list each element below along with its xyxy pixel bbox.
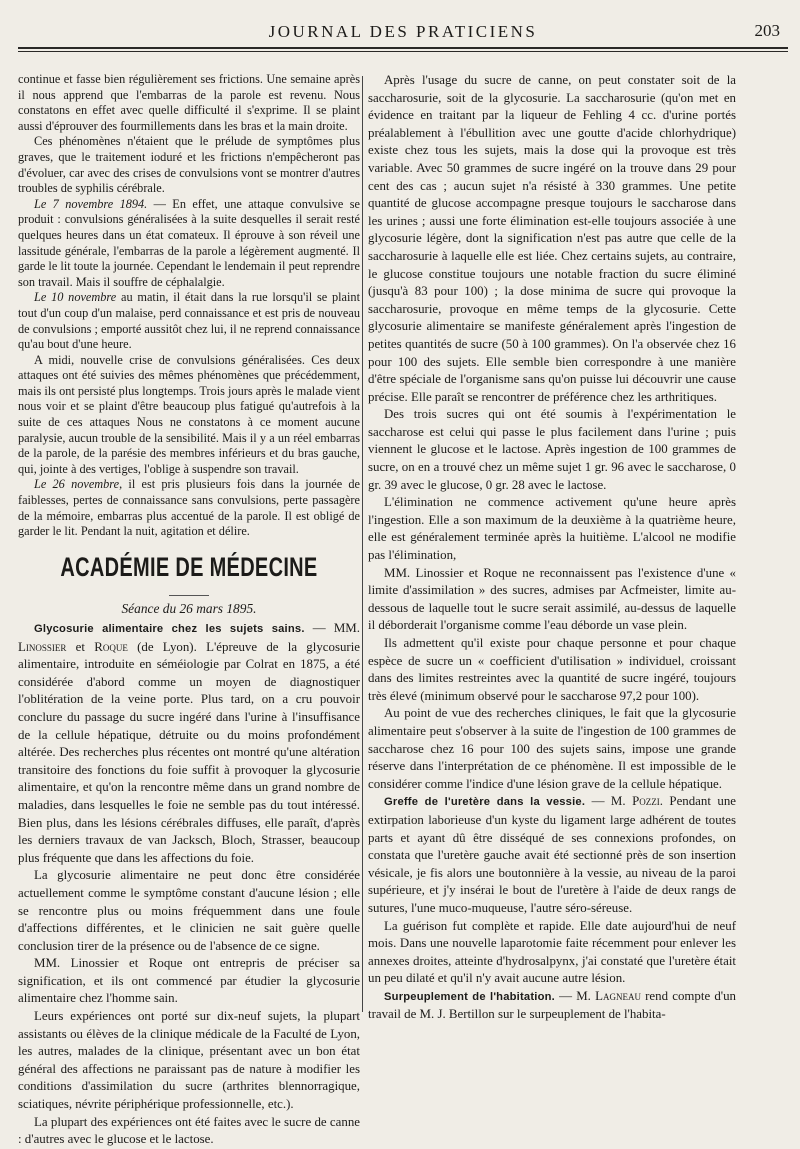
left-column [18,72,360,1149]
paragraph: La guérison fut complète et rapide. Elle date aujourd'hui de neuf mois. Dans une nouvelle laparotomie faite récemment pour enlever les annexes droites, atteinte d'hydrosalpynx, j'ai constaté que l'uretère était un peu dilaté et qu'il n'y avait aucune autre lésion. [368,918,736,986]
paragraph: MM. Linossier et Roque ont entrepris de préciser sa signification, et ils ont commencé par étudier la glycosurie alimentaire chez l'homme sain. [18,956,360,1006]
journal-title: JOURNAL DES PRATICIENS [268,22,538,41]
article-rubric: Greffe de l'uretère dans la vessie. [384,796,586,809]
paragraph-text: au matin, il était dans la rue lorsqu'il se plaint tout d'un coup d'un malaise, perd connaissance et est pris de nouveau de convulsions ; emporté aussitôt chez lui, il ne reprend connaissance qu'au bout d'une heure. [18,290,360,352]
paragraph [18,290,360,352]
paragraph [18,197,360,291]
paragraph [18,353,360,478]
author-name: Roque [94,639,128,654]
header-rule-thin [18,51,788,52]
paragraph: Surpeuplement de l'habitation. — M. Lagneau rend compte d'un travail de M. J. Bertillon sur le surpeuplement de l'habita- [368,988,736,1022]
paragraph-text: Ces phénomènes n'étaient que le prélude de symptômes plus graves, que le traitement ioduré et les frictions n'empêcheront pas d'évoluer, car avec des crises de convulsions vont se montrer d'autres troubles de syphilis cérébrale. [18,134,360,196]
session-date: Séance du 26 mars 1895. [121,601,257,617]
paragraph: L'élimination ne commence activement qu'une heure après l'ingestion. Elle a son maximum de la deuxième à la quatrième heure, elle est généralement terminée après la huitième. L'alcool ne modifie pas l'élimination, [368,495,736,563]
paragraph-text: A midi, nouvelle crise de convulsions généralisées. Ces deux attaques ont été suivies des mêmes phénomènes que précédemment, mais ils ont persisté plus longtemps. Trois jours après le malade vient nous voir et se plaint d'être beaucoup plus fatigué qu'autrefois à la suite de ces attaques Nous ne constatons à ce moment aucune paralysie, aucun trouble de la sensibilité. Mais il y a un réel embarras de la parole, de la parésie des membres inférieurs et du bras gauche, qui, jointe à des vertiges, l'oblige à suspendre son travail. [18,352,360,476]
paragraph: La glycosurie alimentaire ne peut donc être considérée actuellement comme le symptôme constant d'aucune lésion ; elle se rencontre plus ou moins fréquemment dans une foule d'affections différentes, et le clinicien ne sait guère quelle conclusion tirer de la présence ou de l'absence de ce signe. [18,868,360,953]
paragraph: Leurs expériences ont porté sur dix-neuf sujets, la plupart assistants ou élèves de la clinique médicale de la Faculté de Lyon, les autres, malades de la clinique, présentant avec un bon état général des affections ne paraissant pas de nature à modifier les conditions d'assimilation du sucre (arthrites blennorragique, sciatiques, névrite périphérique professionnelle, etc.). [18,1009,360,1112]
section-divider [169,595,209,596]
paragraph-text: rend compte d'un travail de M. J. Bertillon sur le surpeuplement de l'habita- [368,988,736,1022]
paragraph-text: , il est pris plusieurs fois dans la journée de faiblesses, pertes de connaissance sans convulsions, perte passagère de la mémoire, embarras plus accentué de la parole. Il est obligé de garder le lit. Pendant la nuit, agitation et délire. [18,477,361,539]
paragraph: Au point de vue des recherches cliniques, le fait que la glycosurie alimentaire peut s'observer à la suite de l'ingestion de 100 grammes de saccharose chez 16 pour 100 des sujets sains, impose une grande réserve dans l'interprétation de ce phénomène. Il est impossible de le considérer comme l'indice d'une lésion grave de la cellule hépatique. [368,706,736,791]
paragraph [18,134,360,196]
section-title: ACADÉMIE DE MÉDECINE [60,552,318,583]
paragraph: continue et fasse bien régulièrement ses frictions. Une semaine après il nous apprend que l'embarras de la parole est revenu. Nous constatons en effet avec quelle difficulté il s'exprime. Il se plaint aussi d'éprouver des fourmillements dans les bras et la main droite. [18,72,360,133]
date-label: Le 26 novembre [34,477,120,492]
paragraph: La plupart des expériences ont été faites avec le sucre de canne : d'autres avec le glucose et le lactose. [18,1114,360,1147]
date-label: Le 10 novembre [34,290,117,305]
paragraph: Glycosurie alimentaire chez les sujets sains. — MM. Linossier et Roque (de Lyon). L'épreuve de la glycosurie alimentaire, introduite en séméiologie par Colrat en 1875, a été considérée d'abord comme un moyen de diagnostiquer l'oblitération de la veine porte. Plus tard, on a cru pouvoir conclure du passage du sucre ingéré dans l'urine à l'insuffisance de la cellule hépatique, détruite ou du moins profondément altérée. Des recherches plus récentes ont montré qu'une altération transitoire des fonctions du foie suffit à provoquer la glycosurie alimentaire, et qu'on la rencontre même dans un grand nombre de maladies, dans lesquelles le foie ne semble pas du tout intéressé. Bien plus, dans les lésions cérébrales diffuses, elle paraît, d'après les derniers travaux de van Jacksch, Bloch, Strasser, beaucoup plus fréquente que dans les affections du foie. [18,621,361,865]
page-number: 203 [754,21,780,40]
author-name: Lagneau [595,988,641,1003]
header-rule [18,47,788,49]
author-name: Pozzi [632,794,660,809]
paragraph [18,477,360,539]
author-name: Linossier [18,639,67,654]
paragraph-text: — En effet, une attaque convulsive se produit : convulsions généralisées à la suite desquelles il serait resté quelques heures dans un état comateux. Il éprouve à son réveil une lassitude générale, l'embarras de la parole a légèrement augmenté. Il garde le lit toute la journée. Cependant le lendemain il peut reprendre son travail. Mais il souffre de céphalalgie. [18,196,360,289]
paragraph: Des trois sucres qui ont été soumis à l'expérimentation le saccharose est celui qui passe le plus facilement dans l'urine ; puis viennent le glucose et le lactose. Après ingestion de 100 grammes de sucre, on en a trouvé chez un même sujet 1 gr. 96 avec le saccharose, 0 gr. 39 avec le glucose, 0 gr. 28 avec le lactose. [368,407,736,492]
paragraph: Après l'usage du sucre de canne, on peut constater soit de la saccharosurie, soit de la glycosurie. La saccharosurie (qu'on met en évidence en traitant par la liqueur de Fehling 4 cc. d'urine portés préalablement à l'ébullition avec une goutte d'acide chlorhydrique) existe chez tous les sujets, mais la dose qui la provoque est très variable. Avec 50 grammes de sucre ingéré on la trouve dans 29 pour cent des cas ; aucun sujet n'a résisté à 330 grammes. Une petite quantité de glucose accompagne presque toujours le saccharose dans les urines ; aussi une forte élimination est-elle toujours associée à une glycosurie légère, dont la signification n'est pas autre que celle de la saccharosurie à laquelle elle est liée. Chez certains sujets, au contraire, le glucose constitue toujours une notable fraction du sucre éliminé (jusqu'à 83 pour 100) ; la dose minima de sucre qui provoque la saccharosurie, provoque en même temps de la glycosurie. Cette glycosurie alimentaire se manifeste généralement après l'ingestion de petites quantités de sucre (50 à 100 grammes). On l'a observée chez 16 pour 100 des sujets. Elle semble bien correspondre à une manière d'être spéciale de l'organisme sans qu'on puisse lui découvrir une cause précise. Elle paraît se rencontrer de préférence chez les arthritiques. [368,73,736,404]
paragraph-text: (de Lyon). L'épreuve de la glycosurie alimentaire, introduite en séméiologie par Colrat en 1875, a été considérée d'abord comme un moyen de diagnostiquer l'oblitération de la veine porte. Plus tard, on a cru pouvoir conclure du passage du sucre ingéré dans l'urine à l'insuffisance de la cellule hépatique, détruite ou du moins profondément altérée. Des recherches plus récentes ont montré qu'une altération transitoire des fonctions du foie suffit à provoquer la glycosurie alimentaire, et qu'on la rencontre même dans un grand nombre de maladies, dans lesquelles le foie ne semble pas du tout intéressé. Bien plus, dans les lésions cérébrales diffuses, elle paraît, d'après les derniers travaux de van Jacksch, Bloch, Strasser, beaucoup plus fréquente que dans les affections du foie. [18,639,361,865]
article-rubric: Glycosurie alimentaire chez les sujets sains. [34,623,305,635]
paragraph: MM. Linossier et Roque ne reconnaissent pas l'existence d'une « limite d'assimilation » des sucres, admises par Acfmeister, limite au-dessous de laquelle tout le sucre serait assimilé, au-dessus de laquelle il déborderait l'organisme comme l'eau déborde un vase plein. [368,565,736,633]
paragraph: Greffe de l'uretère dans la vessie. — M. Pozzi. Pendant une extirpation laborieuse d'un kyste du ligament large adhérent de toutes parts et ayant dû être disséqué de ses connexions profondes, on constata que l'uretère gauche avait été sectionné près de son insertion vésicale, je fis alors une boutonnière à la vessie, au niveau de la paroi supérieure, et j'y insérai le bout de l'uretère à l'aide de deux rangs de sutures, l'une muco-muqueuse, l'autre séro-séreuse. [368,794,736,915]
date-label: Le 7 novembre 1894. [34,196,148,211]
page-header [18,20,788,46]
paragraph: Ils admettent qu'il existe pour chaque personne et pour chaque espèce de sucre un « coefficient d'utilisation » individuel, croissant dans des limites restreintes avec la quantité de sucre ingéré, toujours très élevé (minimum observé pour le saccharose 97,2 pour 100). [368,636,736,703]
paragraph-text: . Pendant une extirpation laborieuse d'un kyste du ligament large adhérent de toutes parts et ayant dû être disséqué de ses connexions profondes, on constata que l'uretère gauche avait été sectionné près de son insertion vésicale, je fis alors une boutonnière à la vessie, au niveau de la paroi supérieure, et j'y insérai le bout de l'uretère à l'aide de deux rangs de sutures, l'une muco-muqueuse, l'autre séro-séreuse. [368,794,736,915]
right-column [368,72,736,1024]
article-rubric: Surpeuplement de l'habitation. [384,990,555,1003]
column-divider [362,76,363,1012]
